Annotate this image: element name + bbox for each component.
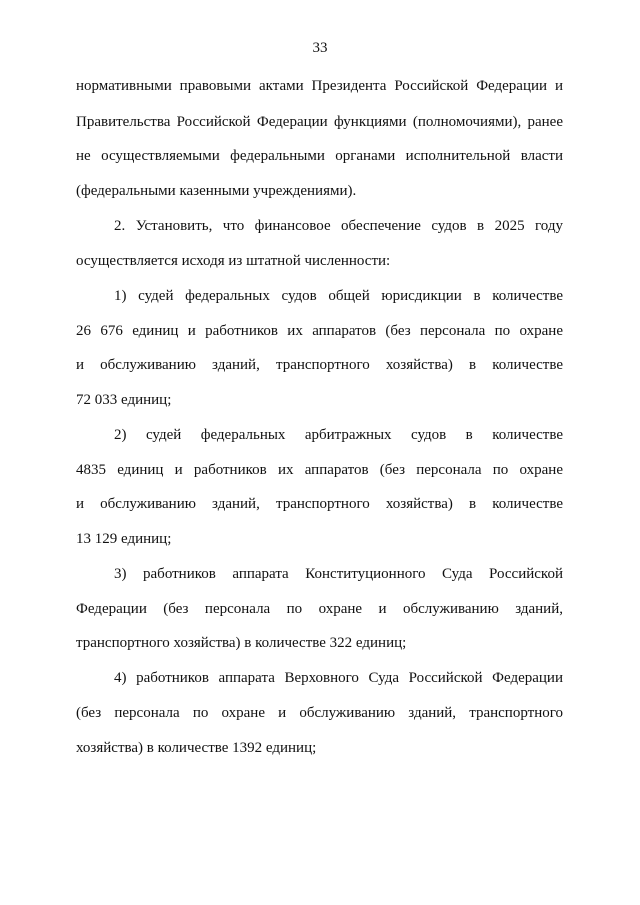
text-line: транспортного хозяйства) в количестве 322 единиц; <box>76 635 407 651</box>
text-line: 3) работников аппарата Конституционного Суда Российской <box>114 566 563 582</box>
text-line: 2. Установить, что финансовое обеспечение судов в 2025 году <box>114 218 563 234</box>
text-line: Правительства Российской Федерации функциями (полномочиями), ранее <box>76 114 563 130</box>
text-line: (федеральными казенными учреждениями). <box>76 183 357 199</box>
text-line: не осуществляемыми федеральными органами исполнительной власти <box>76 148 563 164</box>
text-line: 72 033 единиц; <box>76 392 172 408</box>
text-line: осуществляется исходя из штатной численности: <box>76 253 391 269</box>
text-line: нормативными правовыми актами Президента Российской Федерации и <box>76 78 563 94</box>
page-number: 33 <box>312 40 328 56</box>
text-line: 2) судей федеральных арбитражных судов в количестве <box>114 427 563 443</box>
text-line: и обслуживанию зданий, транспортного хозяйства) в количестве <box>76 357 563 373</box>
text-line: 13 129 единиц; <box>76 531 172 547</box>
text-line: и обслуживанию зданий, транспортного хозяйства) в количестве <box>76 496 563 512</box>
text-line: 26 676 единиц и работников их аппаратов (без персонала по охране <box>76 323 563 339</box>
text-line: 1) судей федеральных судов общей юрисдикции в количестве <box>114 288 563 304</box>
text-line: 4835 единиц и работников их аппаратов (без персонала по охране <box>76 462 563 478</box>
text-line: Федерации (без персонала по охране и обслуживанию зданий, <box>76 601 563 617</box>
text-line: (без персонала по охране и обслуживанию зданий, транспортного <box>76 705 563 721</box>
text-line: 4) работников аппарата Верховного Суда Российской Федерации <box>114 670 563 686</box>
text-line: хозяйства) в количестве 1392 единиц; <box>76 740 317 756</box>
